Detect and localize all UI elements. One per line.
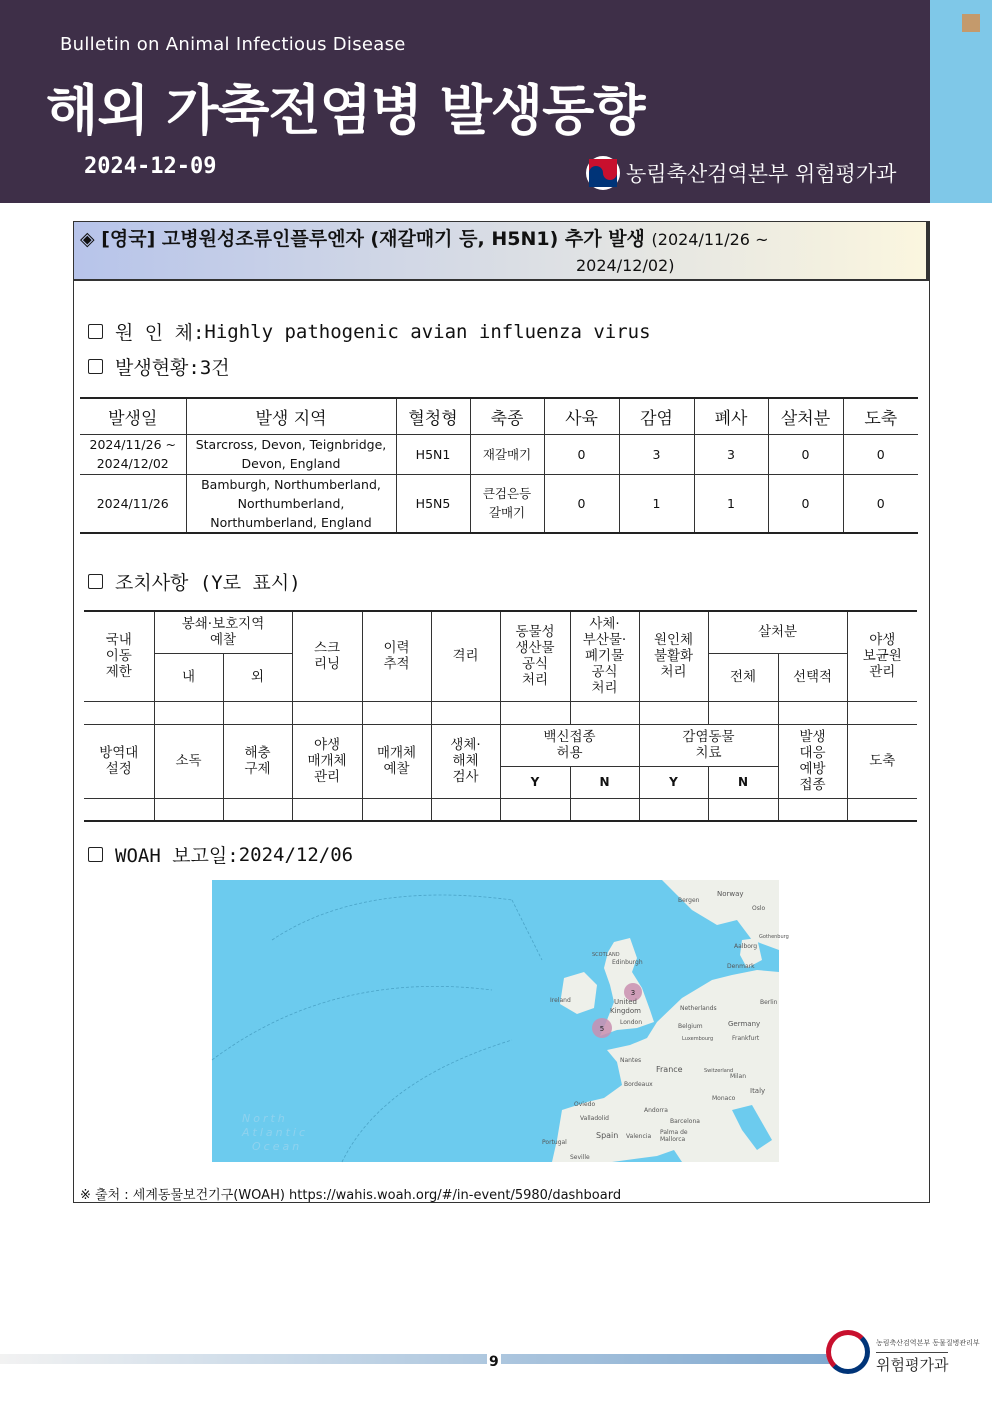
bulletin-subtitle: Bulletin on Animal Infectious Disease xyxy=(60,34,406,55)
text-line: 관리 xyxy=(869,664,896,681)
measure-quarantine: 격리 xyxy=(431,611,500,701)
woah-line xyxy=(88,841,353,868)
text-line: 처리 xyxy=(591,680,618,697)
measure-value xyxy=(708,701,778,724)
text-line: 발생 xyxy=(799,729,826,745)
map-label: London xyxy=(620,1019,642,1026)
map-label: Andorra xyxy=(644,1107,668,1114)
organization-name: 농림축산검역본부 위험평가과 xyxy=(626,162,897,186)
text-line: 불활화 xyxy=(653,648,694,665)
footer-logo-icon xyxy=(826,1330,870,1374)
text-line: 매개체 xyxy=(307,753,347,769)
text-line: 대응 xyxy=(799,745,826,761)
col-header: 도축 xyxy=(843,398,918,434)
map-label: Seville xyxy=(570,1154,590,1161)
header-banner xyxy=(0,0,930,203)
outbreak-region xyxy=(186,434,396,474)
measure-inactivation xyxy=(639,611,708,701)
report-period-start: (2024/11/26 ~ xyxy=(651,230,769,249)
status-value: 3건 xyxy=(199,357,230,379)
footer-org-small: 농림축산검역본부 동물질병관리부 xyxy=(876,1339,980,1347)
map-label: Bergen xyxy=(678,897,700,904)
map-label: Luxembourg xyxy=(682,1036,714,1042)
measure-value xyxy=(223,798,292,821)
measure-value xyxy=(570,798,639,821)
measure-value xyxy=(431,701,500,724)
measure-culling: 살처분 xyxy=(708,611,847,653)
table-row xyxy=(80,474,918,533)
text-line: 스크 xyxy=(313,640,341,657)
col-header: 살처분 xyxy=(768,398,843,434)
map-label: Mallorca xyxy=(660,1136,686,1143)
map-label: Bordeaux xyxy=(624,1081,653,1088)
text-line: 이력 xyxy=(383,640,410,657)
text-line: 구제 xyxy=(244,761,271,777)
source-note: ※ 출처 : 세계동물보건기구(WOAH) https://wahis.woah.org/#/in-event/5980/dashboard xyxy=(80,1188,622,1203)
status-line xyxy=(88,353,230,380)
text-line: 제한 xyxy=(105,664,132,681)
map-label: Edinburgh xyxy=(612,959,643,966)
map-label: Switzerland xyxy=(704,1068,734,1074)
bulletin-date: 2024-12-09 xyxy=(84,154,217,179)
measures-heading: 조치사항 (Y로 표시) xyxy=(115,572,301,594)
outbreak-dead: 3 xyxy=(694,434,768,474)
measures-value-row-2 xyxy=(84,798,917,821)
map-label: Monaco xyxy=(712,1095,736,1102)
ocean-label: Atlantic xyxy=(242,1126,309,1139)
measures-header-row-1 xyxy=(84,611,917,653)
vaccination-no: N xyxy=(570,766,639,798)
map-label: Oviedo xyxy=(574,1101,596,1108)
map-label: Aalborg xyxy=(734,943,758,950)
measure-value xyxy=(362,798,431,821)
measure-culling-selective: 선택적 xyxy=(778,653,847,701)
map-label: Italy xyxy=(750,1087,766,1095)
map-label: Norway xyxy=(717,890,744,898)
date-line: 2024/12/02 xyxy=(96,456,169,471)
outbreak-cluster-count: 5 xyxy=(599,1025,605,1033)
government-logo-icon xyxy=(586,156,620,190)
text-line: 사체· xyxy=(589,616,620,633)
measure-value xyxy=(778,701,847,724)
measure-zone-in: 내 xyxy=(154,653,223,701)
text-line: 생체· xyxy=(450,737,481,753)
measure-treatment xyxy=(639,724,778,766)
text-line: 리닝 xyxy=(313,656,341,673)
measure-value xyxy=(778,798,847,821)
checkbox-icon xyxy=(88,324,103,339)
map-label: Oslo xyxy=(752,905,766,912)
measure-zone xyxy=(154,611,292,653)
text-line: 부산물· xyxy=(582,632,627,649)
outbreak-raised: 0 xyxy=(544,434,619,474)
outbreak-dead: 1 xyxy=(694,474,768,533)
map-label: Valencia xyxy=(626,1133,652,1140)
region-line: Northumberland, xyxy=(237,495,345,511)
text-line: 보균원 xyxy=(862,648,902,665)
outbreak-slaughtered: 0 xyxy=(843,474,918,533)
measure-screening xyxy=(292,611,362,701)
measure-carcass xyxy=(570,611,639,701)
map-label: SCOTLAND xyxy=(592,952,620,958)
text-line: 해체 xyxy=(452,753,479,769)
checkbox-icon xyxy=(88,847,103,862)
map-label: Ireland xyxy=(550,997,571,1004)
measure-postmortem xyxy=(431,724,500,798)
outbreak-date: 2024/11/26 xyxy=(80,474,186,533)
outbreak-culled: 0 xyxy=(768,434,843,474)
pathogen-line xyxy=(88,318,651,345)
measure-slaughter: 도축 xyxy=(847,724,917,798)
text-line: 백신접종 xyxy=(543,729,596,745)
text-line: 설정 xyxy=(105,761,132,777)
bulletin-title: 해외 가축전염병 발생동향 xyxy=(46,79,645,142)
text-line: 야생 xyxy=(869,632,896,649)
measure-value xyxy=(847,798,917,821)
text-line: 검사 xyxy=(452,769,479,785)
col-header: 혈청형 xyxy=(396,398,470,434)
header-organization xyxy=(586,156,896,190)
outbreak-culled: 0 xyxy=(768,474,843,533)
text-line: 허용 xyxy=(556,745,583,761)
table-row xyxy=(80,434,918,474)
text-line: 원인체 xyxy=(653,632,694,649)
map-label: Nantes xyxy=(620,1057,642,1064)
accent-square xyxy=(962,14,980,32)
text-line: 처리 xyxy=(521,672,549,689)
map-label: Frankfurt xyxy=(732,1035,760,1042)
text-line: 감염동물 xyxy=(682,729,735,745)
map-label: Palma de xyxy=(660,1129,688,1136)
map-label: Belgium xyxy=(678,1023,703,1030)
outbreak-table xyxy=(80,397,918,534)
measures-line xyxy=(88,568,301,595)
footer-line xyxy=(0,1354,830,1364)
outbreak-raised: 0 xyxy=(544,474,619,533)
map-label: Berlin xyxy=(760,999,778,1006)
outbreak-slaughtered: 0 xyxy=(843,434,918,474)
region-line: Starcross, Devon, Teignbridge, xyxy=(195,437,387,452)
header-accent-bar xyxy=(930,0,992,203)
region-line: Northumberland, England xyxy=(210,514,372,530)
map-label: Valladolid xyxy=(580,1115,609,1122)
map-label: France xyxy=(656,1065,683,1074)
text-line: 봉쇄·보호지역 xyxy=(181,616,265,633)
col-header: 폐사 xyxy=(694,398,768,434)
region-line: Bamburgh, Northumberland, xyxy=(201,476,381,492)
measure-wild-vector xyxy=(292,724,362,798)
outbreak-infected: 3 xyxy=(619,434,694,474)
status-label: 발생현황: xyxy=(115,357,200,379)
text-line: 야생 xyxy=(313,737,341,753)
outbreak-serotype: H5N1 xyxy=(396,434,470,474)
measure-disinfection: 소독 xyxy=(154,724,223,798)
measure-value xyxy=(708,798,778,821)
measure-value xyxy=(639,701,708,724)
map-label: Barcelona xyxy=(670,1118,700,1125)
text-line: 공식 xyxy=(521,656,549,673)
outbreak-serotype: H5N5 xyxy=(396,474,470,533)
measure-vector-control xyxy=(223,724,292,798)
measure-domestic-move xyxy=(84,611,154,701)
outbreak-date xyxy=(80,434,186,474)
map-label: Denmark xyxy=(727,963,755,970)
measure-official-disposal xyxy=(500,611,570,701)
species-line: 갈매기 xyxy=(488,505,526,520)
measures-value-row-1 xyxy=(84,701,917,724)
text-line: 폐기물 xyxy=(584,648,625,665)
measure-value xyxy=(500,701,570,724)
measure-zoning xyxy=(84,724,154,798)
measure-value xyxy=(292,701,362,724)
text-line: 국내 xyxy=(105,632,132,649)
text-line: 공식 xyxy=(591,664,618,681)
text-line: 관리 xyxy=(313,769,341,785)
outbreak-header-row xyxy=(80,398,918,434)
text-line: 매개체 xyxy=(376,745,417,761)
text-line: 처리 xyxy=(660,664,687,681)
report-title-bar xyxy=(74,222,929,281)
date-line: 2024/11/26 ~ xyxy=(89,437,176,452)
outbreak-species xyxy=(470,474,544,533)
outbreak-cluster-count: 3 xyxy=(630,989,636,997)
measure-value xyxy=(500,798,570,821)
woah-date: 2024/12/06 xyxy=(238,843,354,866)
map-label: Spain xyxy=(596,1131,619,1140)
map-svg xyxy=(212,880,789,1162)
map-label: Gothenburg xyxy=(759,934,789,940)
measure-value xyxy=(639,798,708,821)
text-line: 동물성 xyxy=(515,624,555,641)
outbreak-region xyxy=(186,474,396,533)
measure-value xyxy=(570,701,639,724)
ocean-label: North xyxy=(242,1112,288,1125)
map-label: Portugal xyxy=(542,1139,567,1146)
text-line: 예방 xyxy=(799,761,826,777)
woah-label: WOAH 보고일: xyxy=(115,845,239,867)
measure-value xyxy=(223,701,292,724)
page-number: 9 xyxy=(489,1354,499,1370)
pathogen-value: Highly pathogenic avian influenza virus xyxy=(204,320,651,343)
text-line: 치료 xyxy=(695,745,722,761)
vaccination-yes: Y xyxy=(500,766,570,798)
text-line: 이동 xyxy=(105,648,132,665)
measure-tracing xyxy=(362,611,431,701)
text-line: 예찰 xyxy=(383,761,410,777)
measures-table xyxy=(84,610,917,822)
measure-value xyxy=(431,798,500,821)
measure-vector-surveillance xyxy=(362,724,431,798)
text-line: 생산물 xyxy=(515,640,555,657)
outbreak-infected: 1 xyxy=(619,474,694,533)
report-period-end: 2024/12/02) xyxy=(576,256,675,275)
map-label: Netherlands xyxy=(680,1005,717,1012)
text-line: 접종 xyxy=(799,777,826,793)
measures-header-row-3 xyxy=(84,724,917,766)
outbreak-map[interactable] xyxy=(212,880,789,1162)
checkbox-icon xyxy=(88,359,103,374)
measure-value xyxy=(84,701,154,724)
ocean-label: Ocean xyxy=(252,1140,303,1153)
map-label: Germany xyxy=(728,1020,761,1028)
region-line: Devon, England xyxy=(241,456,341,471)
col-header: 축종 xyxy=(470,398,544,434)
measure-zone-out: 외 xyxy=(223,653,292,701)
measure-culling-total: 전체 xyxy=(708,653,778,701)
measure-wild-reservoir xyxy=(847,611,917,701)
measure-value xyxy=(154,701,223,724)
species-line: 큰검은등 xyxy=(482,486,532,501)
measure-value xyxy=(154,798,223,821)
text-line: 해충 xyxy=(244,745,271,761)
measure-value xyxy=(847,701,917,724)
text-line: 예찰 xyxy=(209,632,237,649)
measure-value xyxy=(84,798,154,821)
report-title-text: ◈ [영국] 고병원성조류인플루엔자 (재갈매기 등, H5N1) 추가 발생 xyxy=(80,228,652,250)
measure-preventive-vaccination xyxy=(778,724,847,798)
text-line: 방역대 xyxy=(99,745,139,761)
report-title xyxy=(80,224,768,251)
treatment-yes: Y xyxy=(639,766,708,798)
map-label: Kingdom xyxy=(610,1007,641,1015)
outbreak-species xyxy=(470,434,544,474)
map-label: Milan xyxy=(730,1073,746,1080)
measure-vaccination xyxy=(500,724,639,766)
footer-org-name: 위험평가과 xyxy=(876,1352,948,1375)
species-line: 재갈매기 xyxy=(482,446,532,462)
map-label: United xyxy=(614,998,637,1006)
text-line: 추적 xyxy=(383,656,410,673)
col-header: 감염 xyxy=(619,398,694,434)
treatment-no: N xyxy=(708,766,778,798)
measure-value xyxy=(292,798,362,821)
checkbox-icon xyxy=(88,574,103,589)
pathogen-label: 원 인 체: xyxy=(115,322,205,344)
col-header: 발생일 xyxy=(80,398,186,434)
col-header: 사육 xyxy=(544,398,619,434)
measure-value xyxy=(362,701,431,724)
col-header: 발생 지역 xyxy=(186,398,396,434)
